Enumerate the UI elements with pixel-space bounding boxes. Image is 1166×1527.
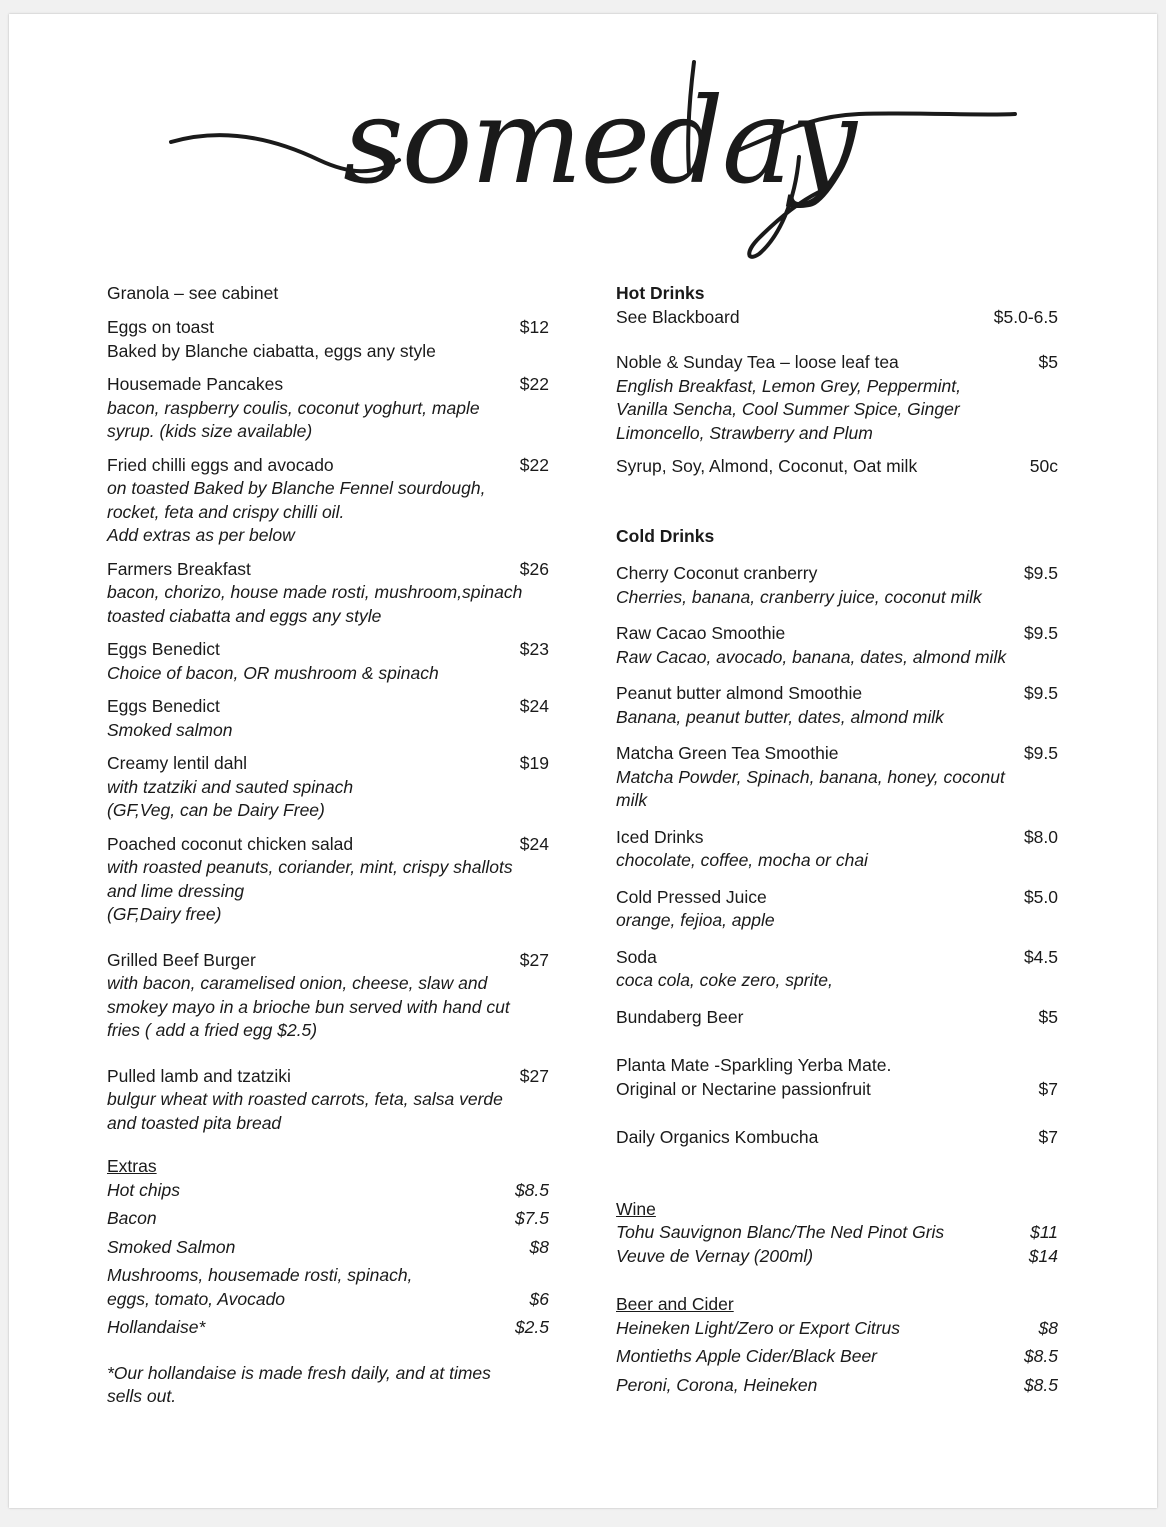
item-desc: chocolate, coffee, mocha or chai	[616, 850, 868, 870]
item-desc: (GF,Dairy free)	[107, 904, 222, 924]
item-name: Original or Nectarine passionfruit	[616, 1078, 871, 1099]
item-desc: with roasted peanuts, coriander, mint, crispy shallots	[107, 857, 513, 877]
item-name: Housemade Pancakes	[107, 374, 284, 394]
item-price: $12	[519, 317, 549, 337]
item-name: Eggs Benedict	[107, 639, 220, 659]
wine-name: Veuve de Vernay (200ml)	[616, 1245, 814, 1266]
item-price: $19	[519, 753, 549, 773]
item-price: $5	[1038, 352, 1058, 372]
item-name: Creamy lentil dahl	[107, 753, 248, 773]
drinks-column	[616, 282, 1058, 1397]
item-desc: Choice of bacon, OR mushroom & spinach	[107, 662, 439, 683]
item-desc: orange, fejioa, apple	[616, 910, 775, 930]
item-desc: English Breakfast, Lemon Grey, Peppermint,	[616, 375, 961, 396]
extra-name: Mushrooms, housemade rosti, spinach,	[107, 1265, 413, 1285]
item-name: Peanut butter almond Smoothie	[616, 683, 863, 703]
item-desc: rocket, feta and crispy chilli oil.	[107, 501, 345, 522]
item-desc: smokey mayo in a brioche bun served with hand cut	[107, 996, 510, 1017]
item-price: $24	[519, 696, 549, 716]
item-name: Matcha Green Tea Smoothie	[616, 743, 839, 763]
beer-price: $8.5	[1023, 1346, 1058, 1366]
item-price: $7	[1038, 1127, 1058, 1147]
beer-name: Montieths Apple Cider/Black Beer	[616, 1346, 878, 1366]
item-desc: on toasted Baked by Blanche Fennel sourdough,	[107, 478, 486, 498]
item-name: Pulled lamb and tzatziki	[107, 1065, 291, 1086]
item-desc: Banana, peanut butter, dates, almond milk	[616, 706, 944, 727]
menu-item	[107, 695, 549, 742]
wine-name: Tohu Sauvignon Blanc/The Ned Pinot Gris	[616, 1222, 945, 1242]
item-desc: Smoked salmon	[107, 719, 233, 740]
extra-name: eggs, tomato, Avocado	[107, 1288, 286, 1309]
item-name: Raw Cacao Smoothie	[616, 623, 786, 643]
item-price: $23	[519, 639, 549, 659]
menu-item	[107, 558, 549, 629]
item-price: $7	[1038, 1078, 1058, 1099]
beer-title: Beer and Cider	[616, 1294, 734, 1314]
item-name: Grilled Beef Burger	[107, 949, 256, 970]
item-price: $8.0	[1023, 826, 1058, 847]
item-desc: Raw Cacao, avocado, banana, dates, almond milk	[616, 646, 1007, 667]
item-price: $27	[519, 1065, 549, 1086]
someday-logo	[159, 42, 1029, 267]
logo-text: someday	[343, 72, 855, 210]
menu-item	[107, 373, 549, 444]
item-desc: bacon, chorizo, house made rosti, mushroom,spinach	[107, 582, 523, 602]
item-desc: bulgur wheat with roasted carrots, feta, salsa verde	[107, 1089, 503, 1109]
extra-price: $2.5	[514, 1317, 549, 1337]
menu-item	[107, 949, 549, 1043]
footnote-line: *Our hollandaise is made fresh daily, and at times	[107, 1362, 491, 1383]
item-price: $5.0-6.5	[993, 306, 1058, 327]
menu-item	[616, 1126, 1058, 1150]
menu-item	[616, 826, 1058, 873]
menu-item	[107, 638, 549, 685]
item-name: Noble & Sunday Tea – loose leaf tea	[616, 352, 899, 372]
item-desc: and toasted pita bread	[107, 1112, 282, 1133]
item-price: 50c	[1029, 456, 1058, 476]
item-name: Daily Organics Kombucha	[616, 1127, 819, 1147]
item-price: $9.5	[1023, 683, 1058, 703]
item-name: Soda	[616, 946, 657, 967]
wine-price: $11	[1030, 1222, 1058, 1242]
menu-item	[107, 316, 549, 363]
extra-name: Hot chips	[107, 1179, 180, 1200]
item-name: Syrup, Soy, Almond, Coconut, Oat milk	[616, 456, 918, 476]
item-name: Poached coconut chicken salad	[107, 833, 354, 854]
item-price: $9.5	[1023, 743, 1058, 763]
extra-price: $6	[529, 1288, 549, 1309]
item-name: See Blackboard	[616, 306, 740, 327]
menu-item	[616, 1006, 1058, 1030]
wine-section	[616, 1198, 1058, 1269]
item-name: Fried chilli eggs and avocado	[107, 454, 334, 475]
beer-price: $8	[1038, 1317, 1058, 1338]
beer-name: Heineken Light/Zero or Export Citrus	[616, 1317, 901, 1338]
cold-drinks-heading: Cold Drinks	[616, 525, 715, 546]
extra-price: $8.5	[514, 1179, 549, 1200]
menu-page	[9, 14, 1157, 1508]
granola-line: Granola – see cabinet	[107, 283, 279, 303]
wine-price: $14	[1028, 1245, 1058, 1266]
menu-item	[616, 351, 1058, 445]
extras-section	[107, 1155, 549, 1340]
item-desc: and lime dressing	[107, 880, 245, 901]
item-price: $22	[519, 454, 549, 475]
menu-item	[107, 833, 549, 927]
item-name: Cherry Coconut cranberry	[616, 563, 818, 583]
footnote	[107, 1362, 549, 1409]
item-price: $24	[519, 833, 549, 854]
extra-name: Smoked Salmon	[107, 1236, 236, 1257]
extra-price: $7.5	[514, 1208, 549, 1228]
item-desc: milk	[616, 790, 648, 810]
item-desc: Vanilla Sencha, Cool Summer Spice, Ginger	[616, 399, 960, 419]
beer-price: $8.5	[1023, 1374, 1058, 1395]
item-name: Cold Pressed Juice	[616, 886, 767, 907]
menu-item	[616, 946, 1058, 993]
item-desc: Cherries, banana, cranberry juice, coconut milk	[616, 586, 982, 607]
item-desc: fries ( add a fried egg $2.5)	[107, 1020, 318, 1040]
food-column	[107, 282, 549, 1409]
item-name: Planta Mate -Sparkling Yerba Mate.	[616, 1055, 892, 1075]
item-price: $26	[519, 558, 549, 579]
menu-item	[107, 752, 549, 823]
extra-price: $8	[529, 1236, 549, 1257]
menu-item	[107, 1065, 549, 1136]
item-desc: with tzatziki and sauted spinach	[107, 776, 354, 797]
item-price: $4.5	[1023, 946, 1058, 967]
item-desc: toasted ciabatta and eggs any style	[107, 605, 382, 626]
menu-item	[616, 682, 1058, 729]
item-name: Iced Drinks	[616, 826, 704, 847]
extra-name: Bacon	[107, 1208, 157, 1228]
item-price: $22	[519, 374, 549, 394]
item-price: $9.5	[1023, 623, 1058, 643]
menu-item	[616, 455, 1058, 479]
footnote-line: sells out.	[107, 1386, 177, 1406]
wine-title: Wine	[616, 1198, 656, 1219]
item-desc: Matcha Powder, Spinach, banana, honey, coconut	[616, 766, 1005, 787]
item-desc: Baked by Blanche ciabatta, eggs any style	[107, 340, 436, 361]
menu-item	[616, 562, 1058, 609]
item-desc: syrup. (kids size available)	[107, 421, 313, 441]
menu-item	[616, 1054, 1058, 1101]
item-name: Eggs Benedict	[107, 696, 220, 716]
item-desc: Add extras as per below	[107, 525, 295, 545]
menu-item	[107, 454, 549, 548]
hot-drinks-heading: Hot Drinks	[616, 283, 705, 303]
item-desc: Limoncello, Strawberry and Plum	[616, 422, 873, 443]
extras-title: Extras	[107, 1156, 157, 1176]
beer-name: Peroni, Corona, Heineken	[616, 1374, 818, 1395]
item-desc: with bacon, caramelised onion, cheese, slaw and	[107, 973, 488, 993]
item-price: $5.0	[1023, 886, 1058, 907]
item-price: $27	[519, 949, 549, 970]
menu-item	[616, 886, 1058, 933]
menu-item	[616, 622, 1058, 669]
item-name: Farmers Breakfast	[107, 558, 251, 579]
item-name: Bundaberg Beer	[616, 1006, 744, 1027]
script-logo-graphic	[159, 42, 1029, 267]
item-name: Eggs on toast	[107, 317, 215, 337]
beer-section	[616, 1293, 1058, 1397]
item-price: $9.5	[1023, 563, 1058, 583]
item-desc: coca cola, coke zero, sprite,	[616, 970, 833, 990]
item-desc: (GF,Veg, can be Dairy Free)	[107, 800, 325, 820]
menu-item	[616, 742, 1058, 813]
item-desc: bacon, raspberry coulis, coconut yoghurt, maple	[107, 397, 480, 418]
extra-name: Hollandaise*	[107, 1317, 206, 1337]
item-price: $5	[1038, 1006, 1058, 1027]
